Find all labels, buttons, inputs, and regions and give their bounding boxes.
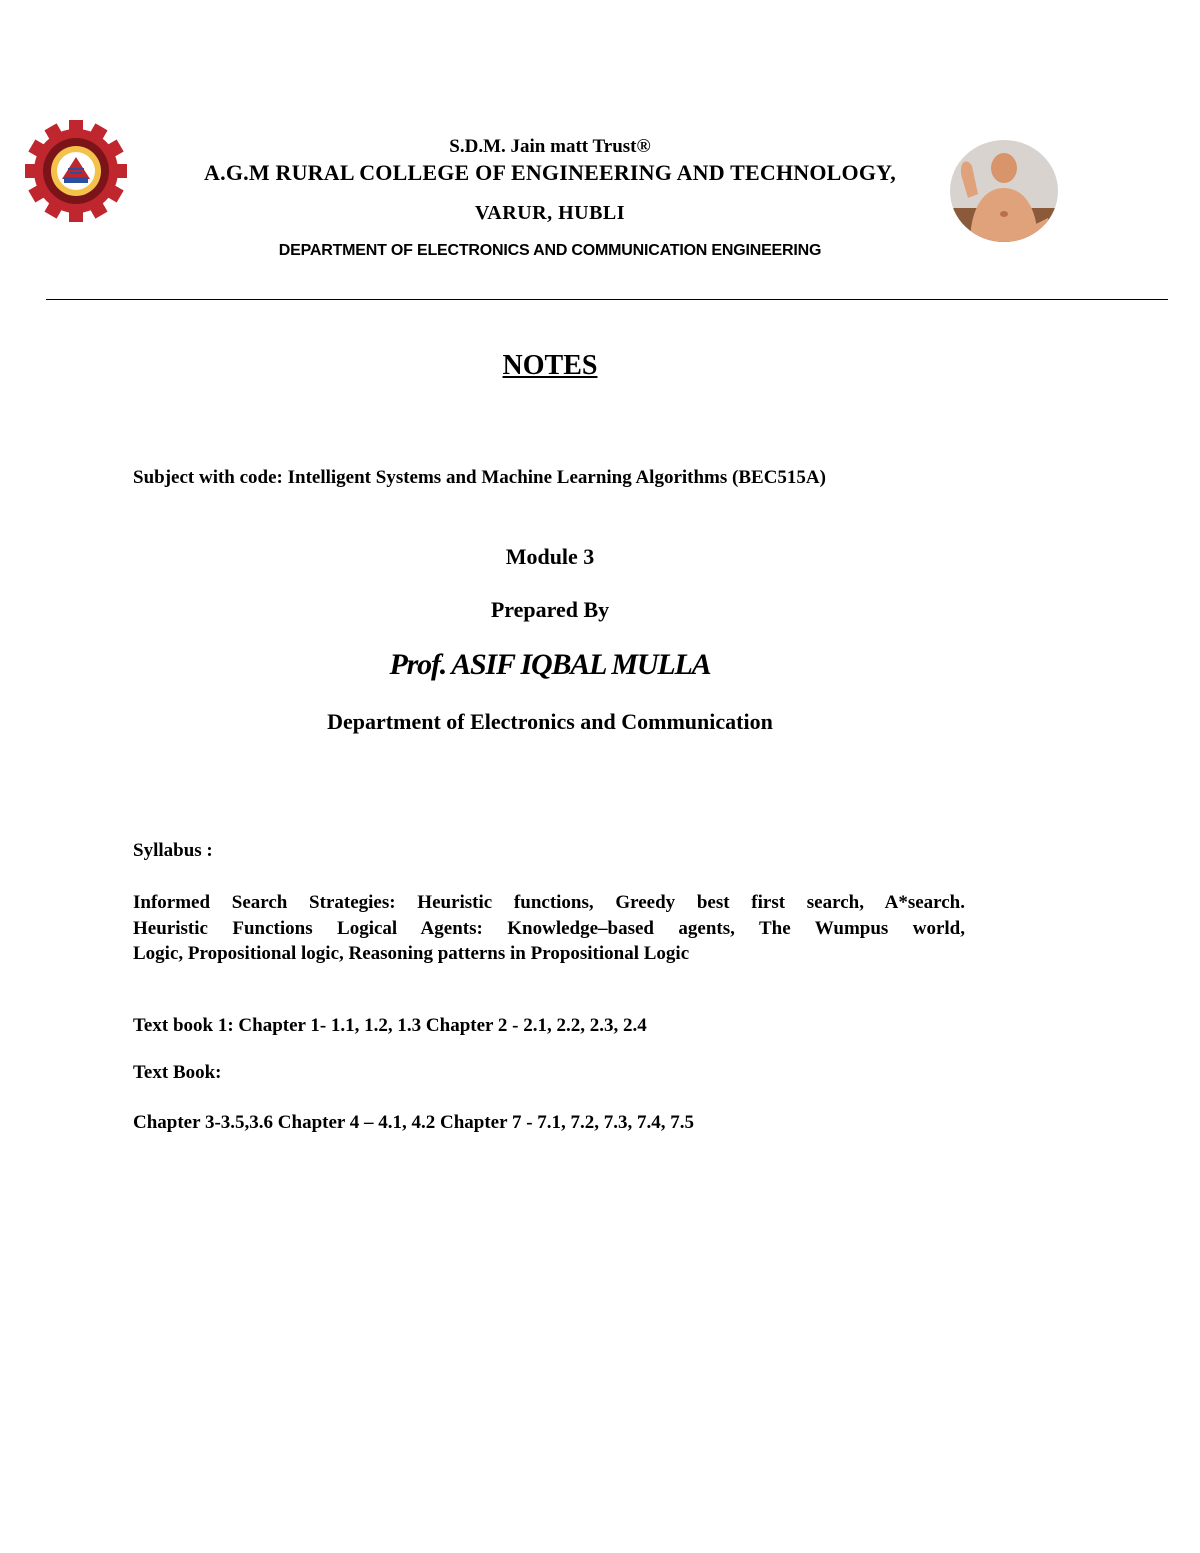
textbook-chapters: Chapter 3-3.5,3.6 Chapter 4 – 4.1, 4.2 Chapter 7 - 7.1, 7.2, 7.3, 7.4, 7.5	[133, 1112, 695, 1133]
trust-name: S.D.M. Jain matt Trust®	[449, 136, 651, 157]
module-label: Module 3	[505, 544, 595, 569]
department-header: DEPARTMENT OF ELECTRONICS AND COMMUNICATION ENGINEERING	[278, 242, 822, 259]
page-title: NOTES	[502, 350, 598, 381]
syllabus-label: Syllabus :	[133, 840, 213, 861]
college-location: VARUR, HUBLI	[474, 202, 626, 224]
prepared-by-label: Prepared By	[490, 597, 610, 622]
subject-line: Subject with code: Intelligent Systems and Machine Learning Algorithms (BEC515A)	[133, 467, 826, 488]
textbook-1-chapters: Text book 1: Chapter 1- 1.1, 1.2, 1.3 Chapter 2 - 2.1, 2.2, 2.3, 2.4	[133, 1015, 647, 1036]
textbook-label: Text Book:	[133, 1062, 222, 1083]
header-divider	[46, 299, 1168, 300]
syllabus-text	[133, 890, 965, 967]
author-department: Department of Electronics and Communication	[327, 709, 773, 734]
college-name: A.G.M RURAL COLLEGE OF ENGINEERING AND TECHNOLOGY,	[204, 160, 896, 185]
syllabus-line: Heuristic Functions Logical Agents: Knowledge–based agents, The Wumpus world,	[133, 917, 965, 939]
syllabus-line: Informed Search Strategies: Heuristic functions, Greedy best first search, A*search.	[133, 892, 965, 913]
syllabus-line: Logic, Propositional logic, Reasoning patterns in Propositional Logic	[133, 943, 690, 964]
author-name: Prof. ASIF IQBAL MULLA	[389, 648, 711, 681]
